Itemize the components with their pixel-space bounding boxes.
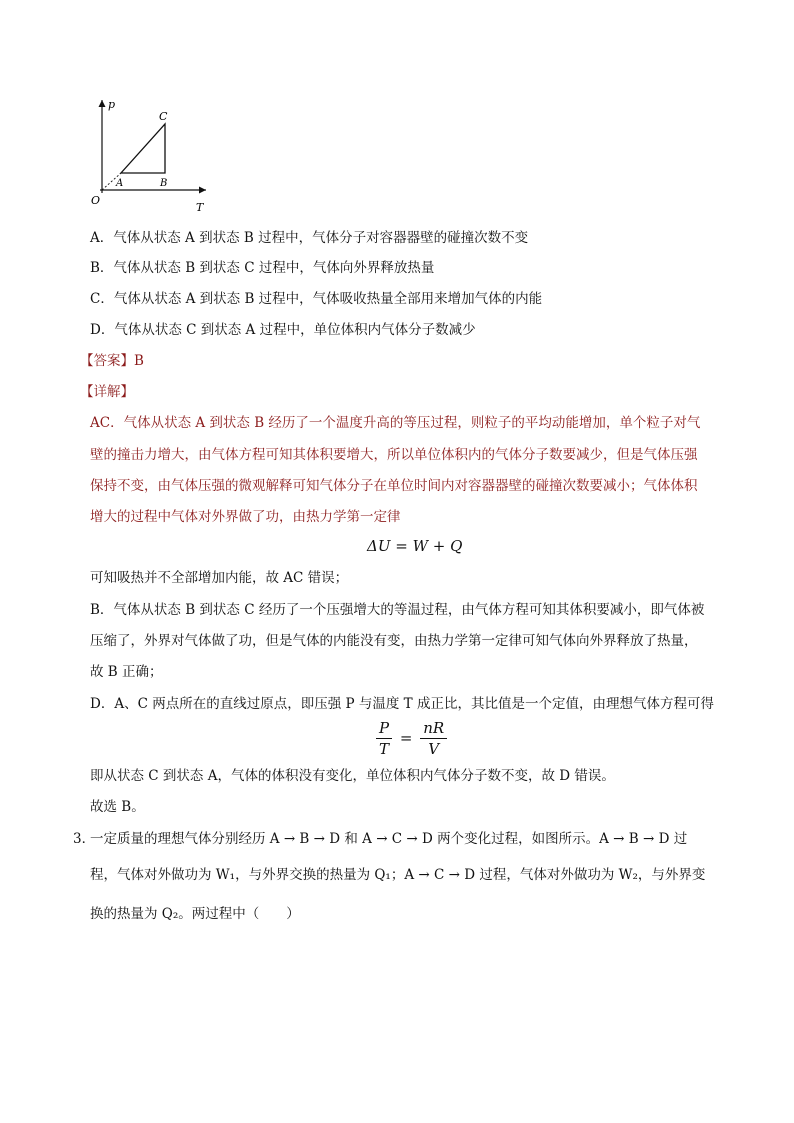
option-b: B．气体从状态 B 到状态 C 过程中，气体向外界释放热量 [90,260,435,276]
option-a: A．气体从状态 A 到状态 B 过程中，气体分子对容器器壁的碰撞次数不变 [90,230,529,246]
detail-heading: 【详解】 [80,384,134,400]
ac-line-2: 壁的撞击力增大，由气体方程可知其体积要增大，所以单位体积内的气体分子数要减少，但是气体压强 [90,447,698,463]
answer: 【答案】B [80,353,144,369]
b-line-2: 压缩了，外界对气体做了功，但是气体的内能没有变，由热力学第一定律可知气体向外界释放了热量， [90,633,698,649]
q3-line-2: 程，气体对外做功为 W₁，与外界交换的热量为 Q₁；A → C → D 过程，气体对外做功为 W₂，与外界变 [90,867,706,883]
equals-sign: = [399,728,413,747]
num-p: P [376,718,392,739]
pt-diagram [88,95,218,215]
equation-ideal-gas [376,718,447,759]
b-line-3: 故 B 正确； [90,664,163,680]
q3-number: 3． [73,831,96,847]
label-a: A [116,178,124,189]
q3-line-3: 换的热量为 Q₂。两过程中（ ） [90,906,300,922]
option-d: D．气体从状态 C 到状态 A 过程中，单位体积内气体分子数减少 [90,322,476,338]
num-nr: nR [420,718,447,739]
label-o: O [91,194,101,207]
label-c: C [159,110,168,123]
fraction-p-over-t [376,718,392,759]
ac-line-4: 增大的过程中气体对外界做了功，由热力学第一定律 [90,509,401,525]
fraction-nr-over-v [420,718,447,759]
label-b: B [160,178,168,189]
q3-line-1: 一定质量的理想气体分别经历 A → B → D 和 A → C → D 两个变化过程，如图所示。A → B → D 过 [90,831,688,847]
option-c: C．气体从状态 A 到状态 B 过程中，气体吸收热量全部用来增加气体的内能 [90,291,543,307]
den-v: V [428,740,440,758]
ac-conclusion: 可知吸热并不全部增加内能，故 AC 错误； [90,570,349,586]
label-t: T [196,201,204,214]
d-line: D．A、C 两点所在的直线过原点，即压强 P 与温度 T 成正比，其比值是一个定值，由理想气体方程可得 [90,696,714,712]
label-p: p [108,98,116,111]
d-conclusion: 即从状态 C 到状态 A，气体的体积没有变化，单位体积内气体分子数不变，故 D 错误。 [90,768,615,784]
den-t: T [379,740,390,758]
ac-line-1: AC．气体从状态 A 到状态 B 经历了一个温度升高的等压过程，则粒子的平均动能增加，单个粒子对气 [90,415,701,431]
b-line-1: B．气体从状态 B 到状态 C 经历了一个压强增大的等温过程，由气体方程可知其体积要减小，即气体被 [90,602,705,618]
ac-line-3: 保持不变，由气体压强的微观解释可知气体分子在单位时间内对容器器壁的碰撞次数要减小；气体体积 [90,478,698,494]
equation-first-law: ΔU = W + Q [367,537,463,555]
choose-b: 故选 B。 [90,799,145,815]
triangle-abc [121,124,165,173]
